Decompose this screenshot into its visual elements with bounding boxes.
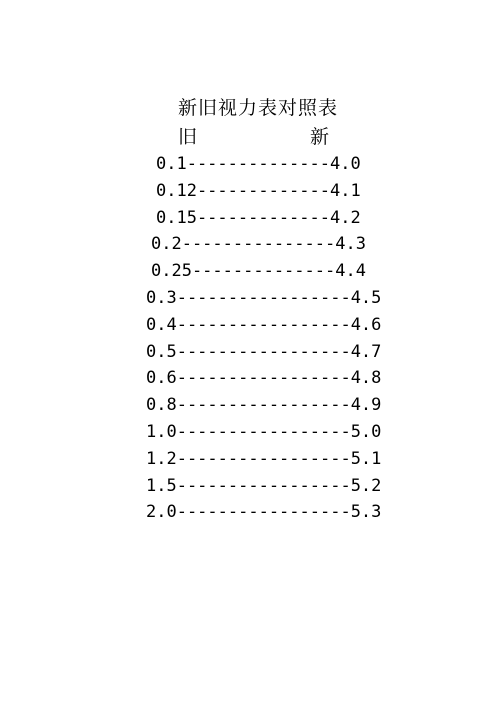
table-row: [0, 312, 496, 339]
row-text: 0.25--------------4.4: [151, 261, 366, 282]
table-row: [0, 258, 496, 285]
row-text: 0.1--------------4.0: [156, 154, 361, 174]
row-text: 0.3-----------------4.5: [146, 287, 382, 308]
row-text: 1.5-----------------5.2: [146, 475, 382, 496]
row-text: 0.4-----------------4.6: [146, 314, 382, 335]
table-row: [0, 473, 496, 500]
row-text: 0.5-----------------4.7: [146, 341, 382, 362]
table-row: [0, 365, 496, 392]
header-new: 新: [310, 126, 330, 148]
table-row: [0, 446, 496, 473]
row-text: 0.12-------------4.1: [156, 180, 361, 201]
row-text: 1.0-----------------5.0: [146, 421, 382, 442]
row-text: 1.2-----------------5.1: [146, 448, 382, 469]
conversion-table: [0, 151, 496, 526]
row-text: 0.2---------------4.3: [151, 234, 366, 255]
table-row: [0, 231, 496, 258]
table-row: [0, 339, 496, 366]
table-row: [0, 392, 496, 419]
header-old: 旧: [178, 126, 198, 148]
row-text: 0.6-----------------4.8: [146, 368, 382, 389]
row-text: 0.8-----------------4.9: [146, 395, 382, 416]
table-row: [0, 205, 496, 232]
row-text: 0.15-------------4.2: [156, 207, 361, 228]
row-text: 2.0-----------------5.3: [146, 502, 382, 523]
table-row: [0, 419, 496, 446]
table-row: [0, 285, 496, 312]
document-title: 新旧视力表对照表: [177, 97, 338, 119]
table-row: [0, 151, 496, 178]
table-row: [0, 499, 496, 526]
table-row: [0, 178, 496, 205]
